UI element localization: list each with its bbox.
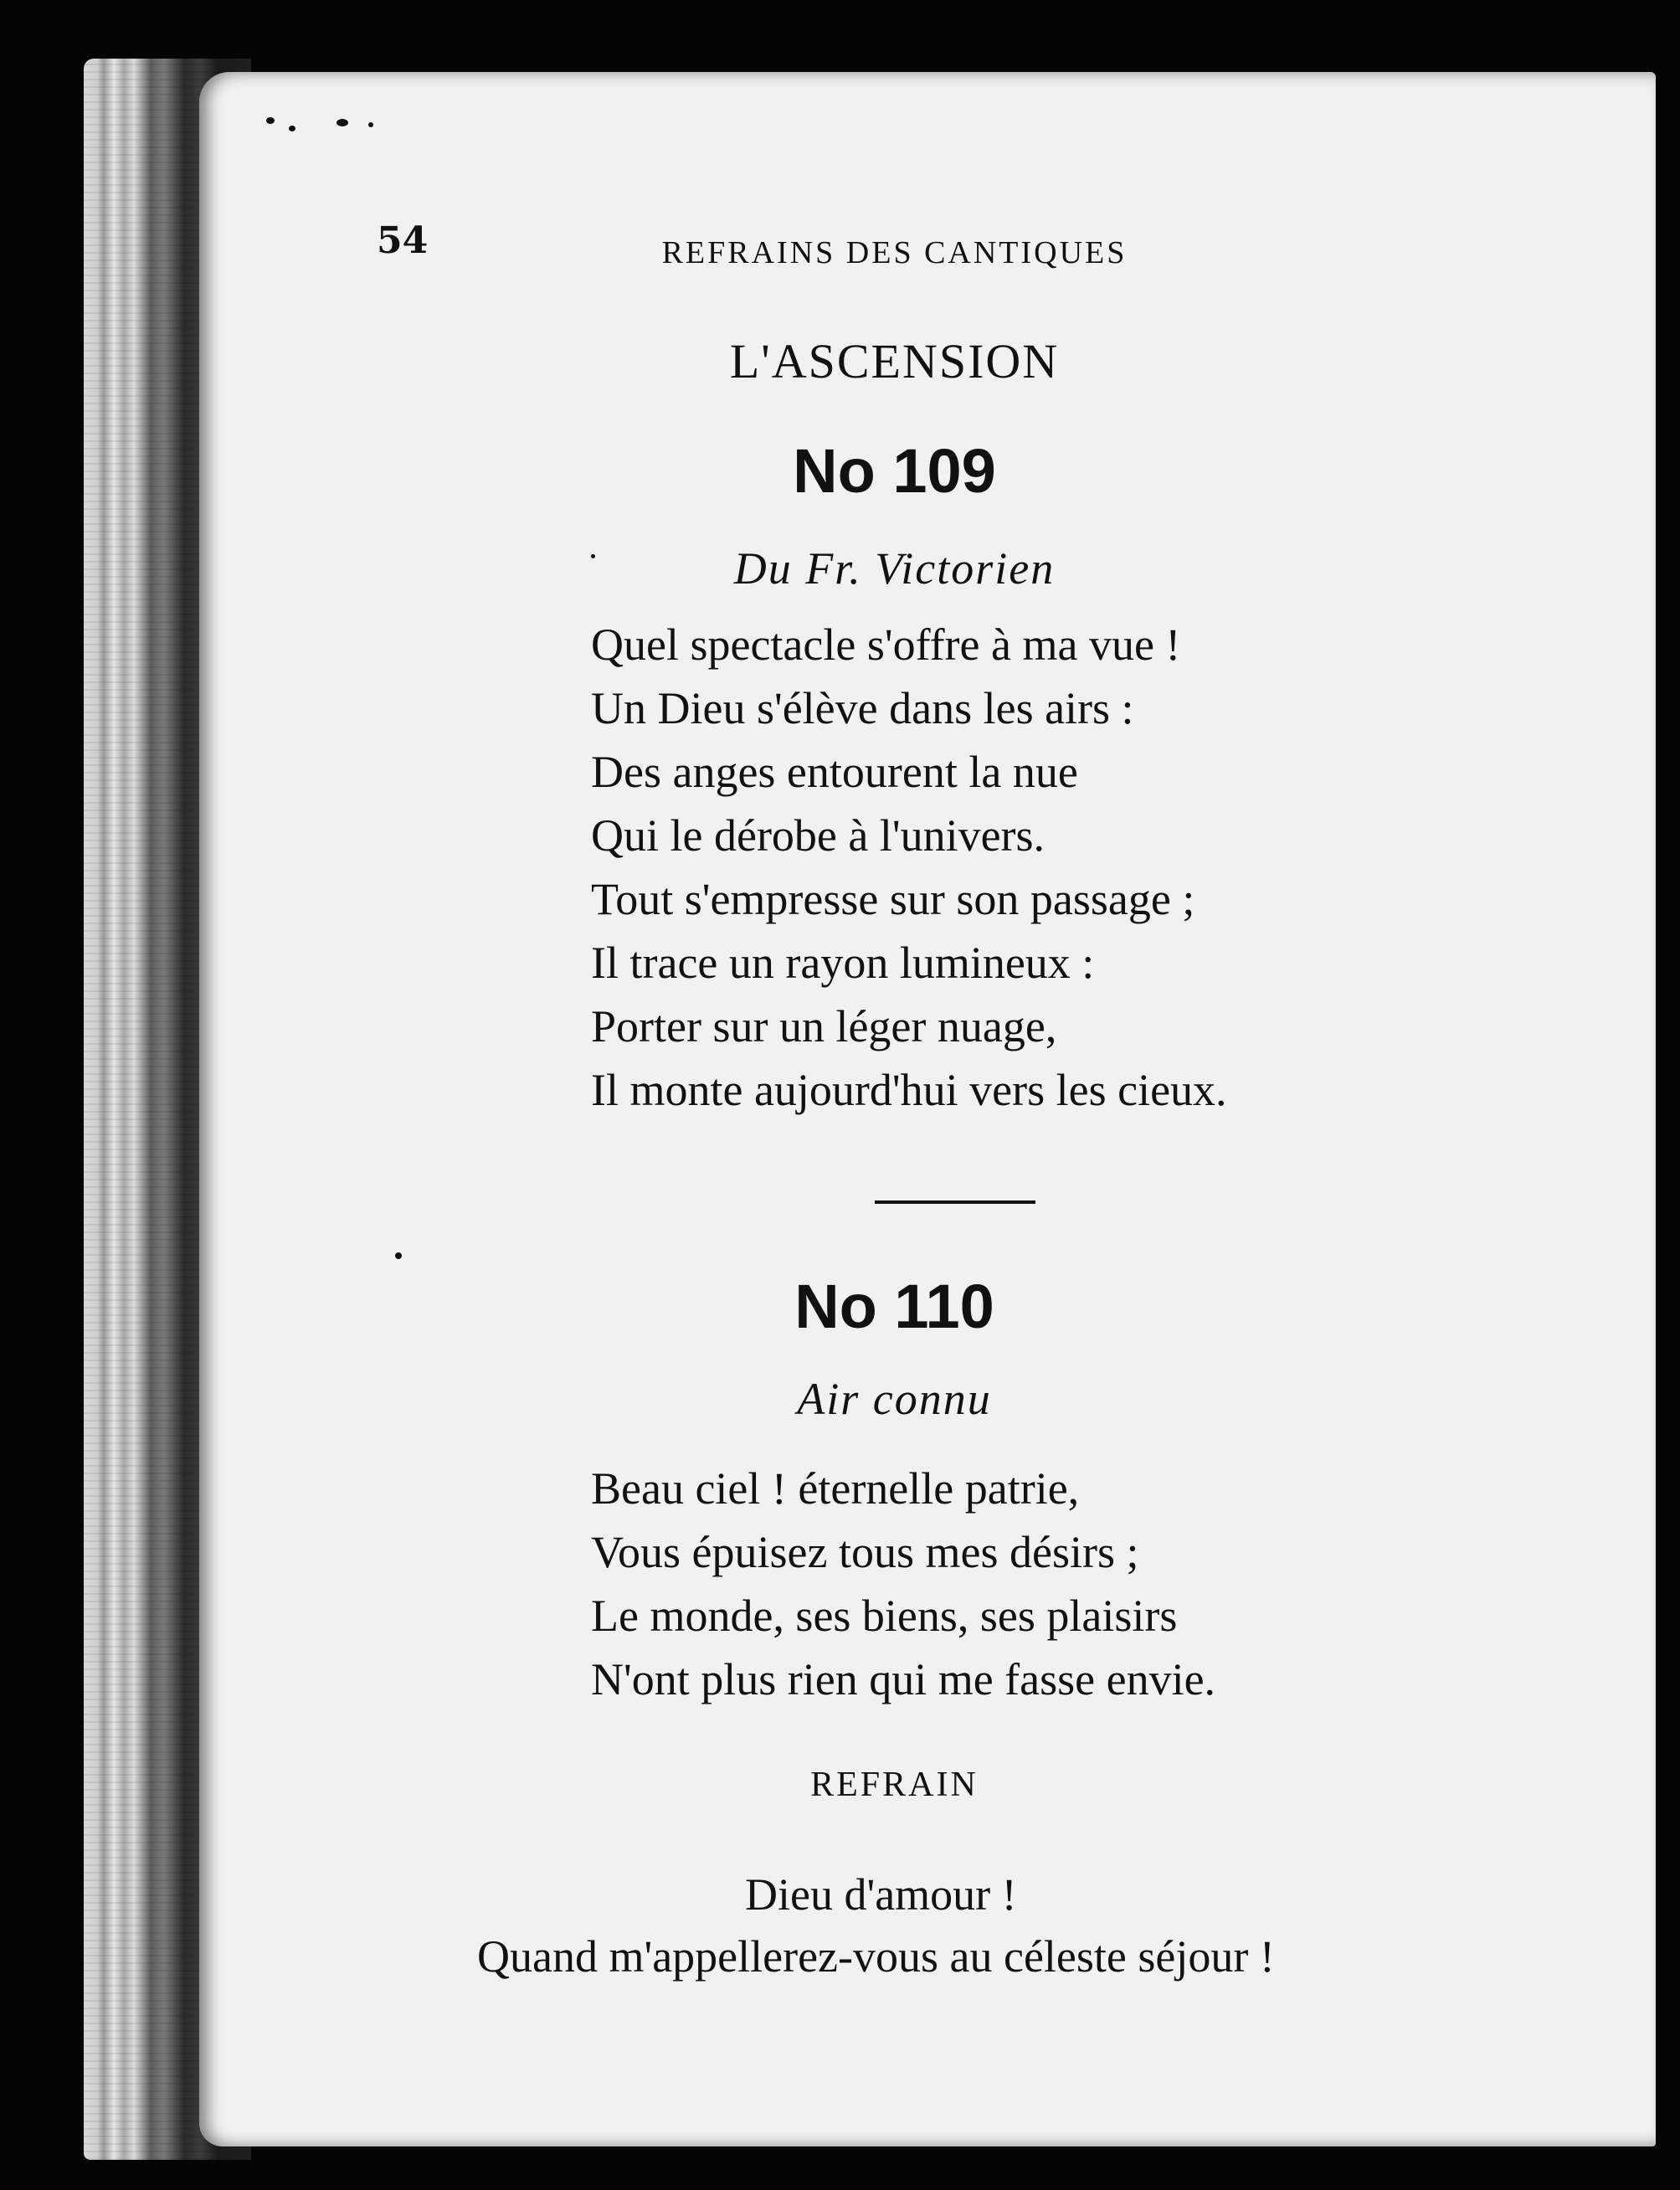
verse-line: Qui le dérobe à l'univers. [591,810,1046,861]
verse-line: Des anges entourent la nue [591,747,1078,797]
page-number: 54 [377,219,429,262]
hymn-attribution-110: Air connu [797,1374,992,1424]
verse-line: Un Dieu s'élève dans les airs : [591,683,1134,733]
verse-line: Il monte aujourd'hui vers les cieux. [591,1065,1227,1115]
section-title: L'ASCENSION [729,334,1060,388]
verse-line: Beau ciel ! éternelle patrie, [591,1463,1080,1514]
hymn-attribution-109: Du Fr. Victorien [733,543,1056,594]
hymn-verse-110 [591,1457,1215,1711]
scan-speck [395,1252,402,1259]
scan-speck [289,126,295,131]
refrain-line: Quand m'appellerez-vous au céleste séjour ! [477,1931,1275,1982]
verse-line: N'ont plus rien qui me fasse envie. [591,1654,1216,1704]
verse-line: Il trace un rayon lumineux : [591,938,1095,988]
refrain-line: Dieu d'amour ! [745,1869,1017,1920]
refrain-label: REFRAIN [810,1766,979,1804]
section-divider [875,1200,1035,1204]
verse-line: Tout s'empresse sur son passage ; [591,874,1195,924]
scan-speck [266,117,275,124]
verse-line: Vous épuisez tous mes désirs ; [591,1527,1139,1577]
verse-line: Porter sur un léger nuage, [591,1001,1057,1051]
scan-speck [337,119,348,126]
hymn-number-109: No 109 [793,436,996,506]
scan-speck [368,122,373,127]
hymn-verse-109 [591,613,1227,1122]
verse-line: Quel spectacle s'offre à ma vue ! [591,619,1181,670]
scan-speck [591,554,595,558]
hymn-number-110: No 110 [794,1272,994,1341]
verse-line: Le monde, ses biens, ses plaisirs [591,1591,1178,1641]
running-head: REFRAINS DES CANTIQUES [661,235,1128,270]
